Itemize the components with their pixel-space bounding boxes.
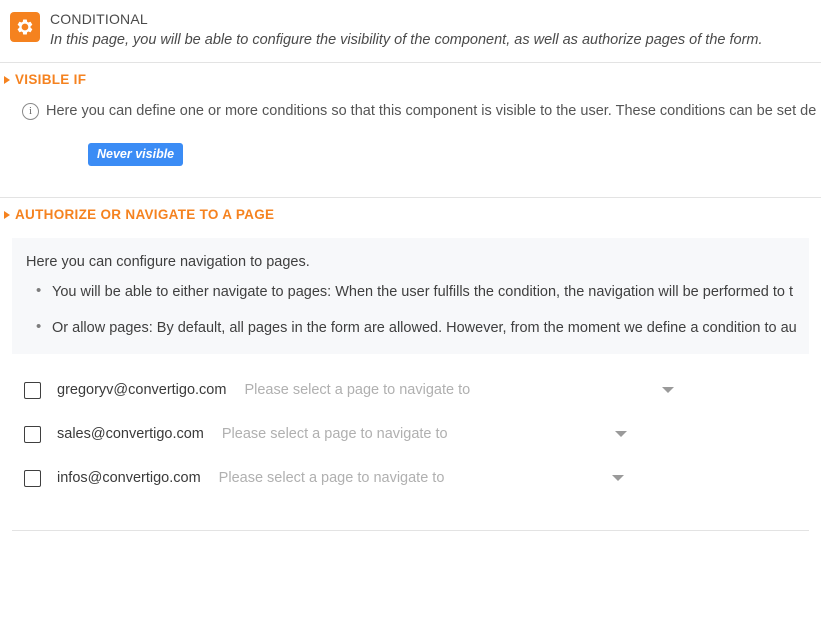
- chevron-down-icon: [662, 387, 674, 393]
- list-item: • You will be able to either navigate to pages: When the user fulfills the condition, the navigation will be performed to t: [52, 282, 795, 302]
- section-authorize-header[interactable]: [0, 198, 821, 230]
- authorize-notice: [12, 238, 809, 354]
- visible-if-info: [0, 99, 821, 121]
- page-permission-rows: [0, 354, 821, 500]
- page-checkbox[interactable]: [24, 426, 41, 443]
- chevron-down-icon: [612, 475, 624, 481]
- page-email-label: sales@convertigo.com: [57, 426, 204, 442]
- page-subtitle: In this page, you will be able to configure the visibility of the component, as well as authorize pages of the form.: [50, 32, 763, 48]
- chevron-right-icon: [4, 76, 10, 84]
- page-checkbox[interactable]: [24, 470, 41, 487]
- page-navigate-placeholder: Please select a page to navigate to: [218, 470, 445, 486]
- status-badge[interactable]: Never visible: [88, 143, 183, 166]
- visible-if-info-text: Here you can define one or more conditions so that this component is visible to the user. These conditions can be set de: [46, 103, 817, 119]
- page-navigate-placeholder: Please select a page to navigate to: [221, 426, 448, 442]
- authorize-notice-title: Here you can configure navigation to pages.: [26, 254, 310, 270]
- table-row: [0, 368, 821, 412]
- page-navigate-select[interactable]: [222, 420, 637, 448]
- section-visible-if-body: [0, 95, 821, 169]
- bottom-divider: [12, 530, 809, 531]
- never-visible-row: [0, 121, 821, 169]
- list-item: • Or allow pages: By default, all pages in the form are allowed. However, from the moment we define a condition to au: [52, 318, 795, 338]
- chevron-down-icon: [615, 431, 627, 437]
- gear-icon: [10, 12, 40, 42]
- page-email-label: infos@convertigo.com: [57, 470, 201, 486]
- page-navigate-select[interactable]: [244, 376, 684, 404]
- authorize-notice-list: [26, 282, 795, 338]
- page-header: [0, 0, 821, 62]
- section-visible-if-header[interactable]: [0, 63, 821, 95]
- chevron-right-icon: [4, 211, 10, 219]
- table-row: [0, 412, 821, 456]
- page-title: CONDITIONAL: [50, 11, 148, 27]
- section-authorize-title: AUTHORIZE OR NAVIGATE TO A PAGE: [15, 207, 275, 222]
- page-checkbox[interactable]: [24, 382, 41, 399]
- info-icon: i: [22, 103, 39, 120]
- page-navigate-placeholder: Please select a page to navigate to: [244, 382, 471, 398]
- page-email-label: gregoryv@convertigo.com: [57, 382, 227, 398]
- header-text: [50, 10, 809, 50]
- page-navigate-select[interactable]: [219, 464, 634, 492]
- table-row: [0, 456, 821, 500]
- section-visible-if-title: VISIBLE IF: [15, 72, 87, 87]
